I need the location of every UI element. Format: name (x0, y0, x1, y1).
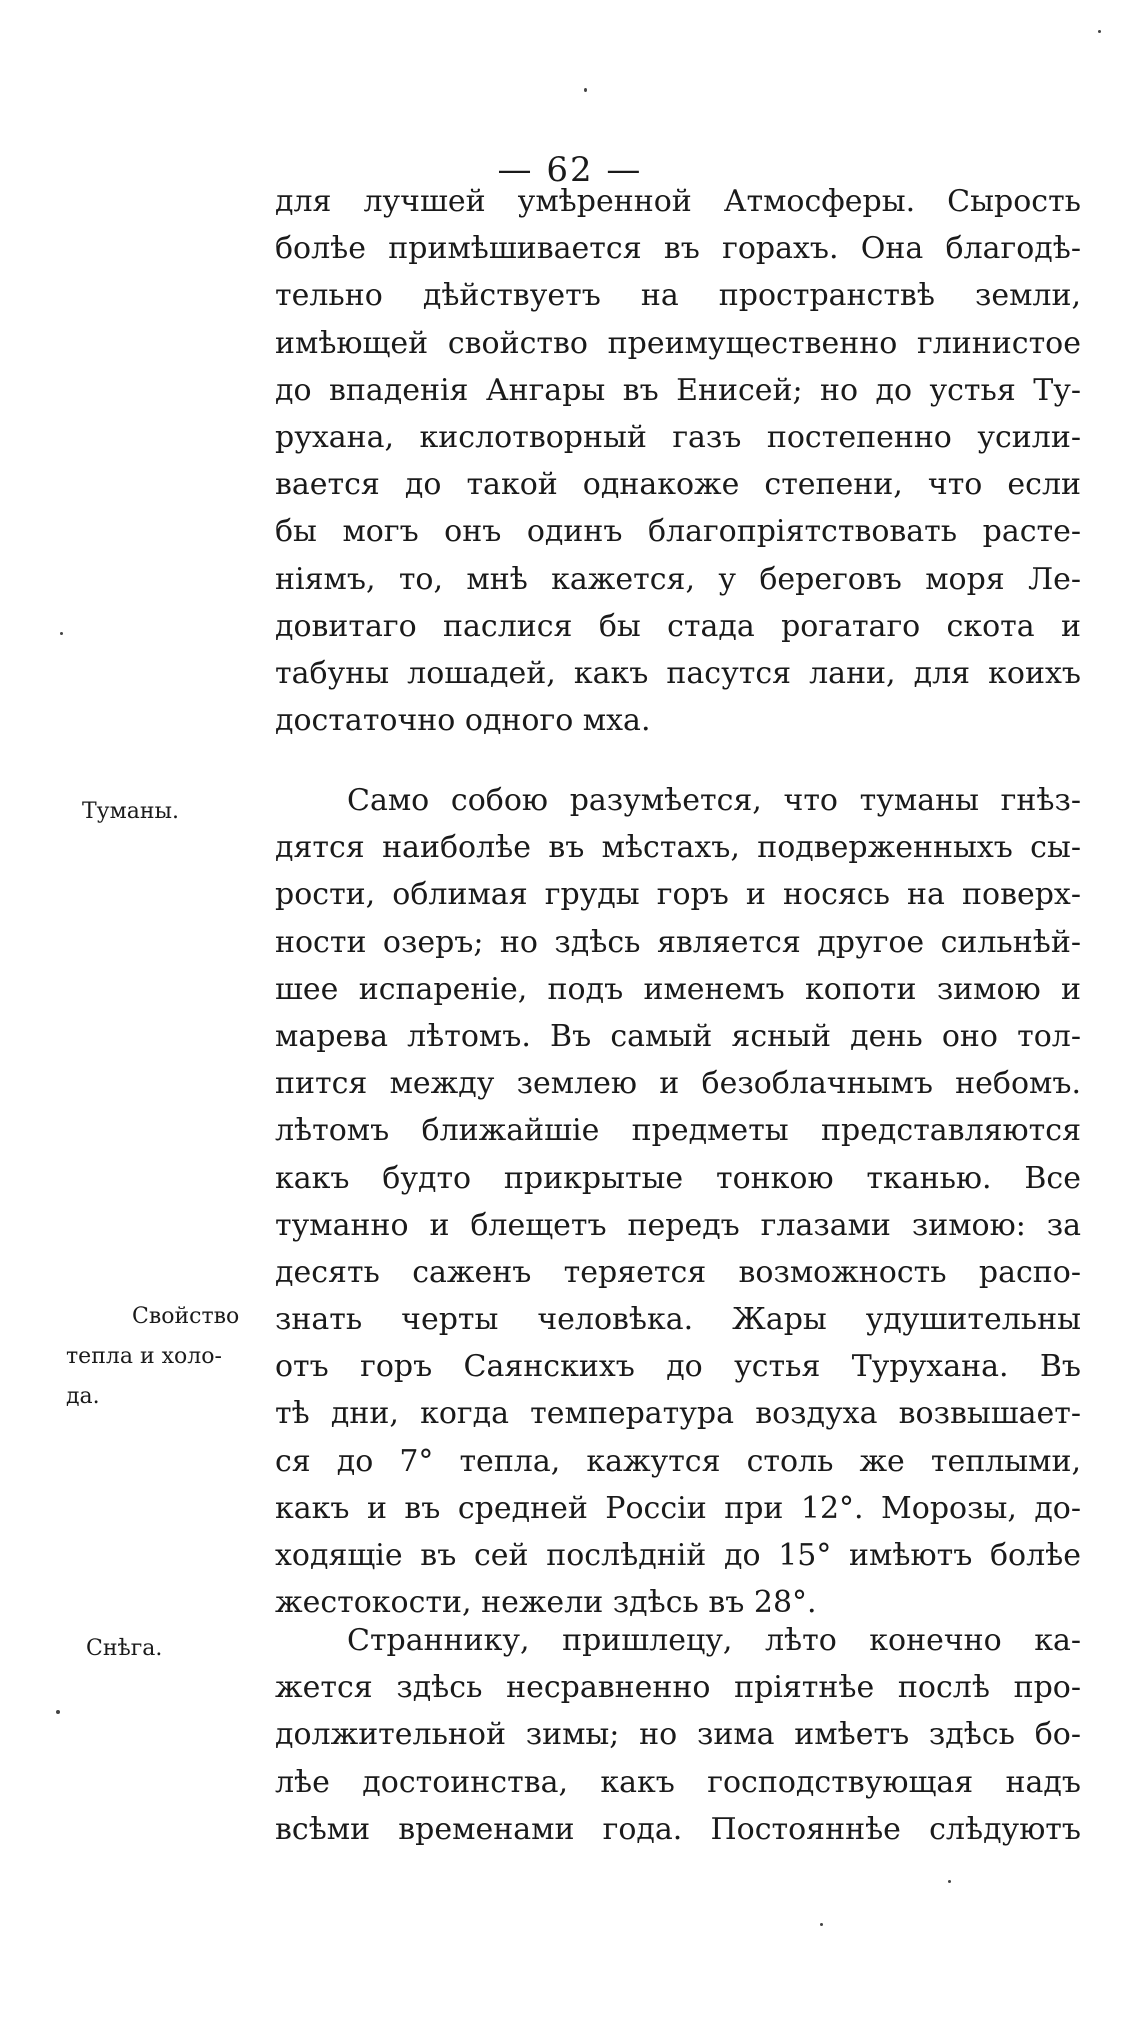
text-line: ходящіе въ сей послѣдній до 15° имѣютъ болѣе (275, 1538, 1081, 1573)
text-line: должительной зимы; но зима имѣетъ здѣсь бо- (275, 1717, 1081, 1753)
scan-speck (584, 88, 587, 92)
text-line: до впаденія Ангары въ Енисей; но до устья Ту- (275, 372, 1081, 408)
paragraph-3 (275, 1617, 1081, 1853)
paragraph-1 (275, 178, 1081, 744)
margin-note-fog (82, 792, 179, 832)
margin-note-snow (86, 1629, 162, 1669)
text-line: отъ горъ Саянскихъ до устья Турухана. Въ (275, 1349, 1081, 1385)
text-line: имѣющей свойство преимущественно глинистое (275, 325, 1081, 361)
text-line: рухана, кислотворный газъ постепенно усили- (275, 419, 1081, 455)
margin-note-heat-cold (66, 1297, 239, 1417)
scan-speck (1098, 30, 1101, 33)
text-line: тѣ дни, когда температура воздуха возвышает- (275, 1396, 1081, 1432)
text-line: шее испареніе, подъ именемъ копоти зимою и (275, 971, 1081, 1007)
margin-note-line: да. (66, 1384, 100, 1409)
scan-speck (56, 1710, 60, 1714)
margin-note-line: Туманы. (82, 799, 180, 824)
text-line: ности озеръ; но здѣсь является другое сильнѣй- (275, 924, 1081, 960)
margin-note-line: Свойство (132, 1304, 240, 1329)
margin-note-line: Снѣга. (86, 1636, 163, 1661)
text-line: тельно дѣйствуетъ на пространствѣ земли, (275, 278, 1081, 314)
text-line: достаточно одного мха. (275, 703, 651, 739)
text-line: марева лѣтомъ. Въ самый ясный день оно тол- (275, 1018, 1081, 1054)
text-line: жется здѣсь несравненно пріятнѣе послѣ про- (275, 1670, 1081, 1706)
text-line: жестокости, нежели здѣсь въ 28°. (275, 1585, 817, 1621)
text-line: Само собою разумѣется, что туманы гнѣз- (347, 783, 1081, 818)
text-line: какъ и въ средней Россіи при 12°. Морозы, до- (275, 1490, 1081, 1526)
text-line: лѣе достоинства, какъ господствующая надъ (275, 1764, 1081, 1800)
scan-speck (820, 1923, 823, 1926)
text-line: какъ будто прикрытые тонкою тканью. Все (275, 1160, 1081, 1196)
text-line: дятся наиболѣе въ мѣстахъ, подверженныхъ сы- (275, 830, 1081, 866)
scan-speck (948, 1880, 951, 1883)
text-line: довитаго паслися бы стада рогатаго скота и (275, 608, 1081, 644)
text-line: десять саженъ теряется возможность распо- (275, 1254, 1081, 1290)
text-line: для лучшей умѣренной Атмосферы. Сырость (275, 184, 1081, 219)
scan-speck (60, 632, 63, 635)
paragraph-2 (275, 777, 1081, 1626)
text-line: пится между землею и безоблачнымъ небомъ. (275, 1066, 1081, 1102)
text-line: ся до 7° тепла, кажутся столь же теплыми, (275, 1443, 1081, 1479)
text-line: всѣми временами года. Постояннѣе слѣдуютъ (275, 1811, 1081, 1847)
text-line: табуны лошадей, какъ пасутся лани, для коихъ (275, 655, 1081, 691)
text-line: знать черты человѣка. Жары удушительны (275, 1302, 1081, 1338)
margin-note-line: тепла и холо- (66, 1344, 222, 1369)
text-line: ніямъ, то, мнѣ кажется, у береговъ моря Ле- (275, 561, 1081, 597)
text-line: рости, облимая груды горъ и носясь на поверх- (275, 877, 1081, 913)
text-line: болѣе примѣшивается въ горахъ. Она благодѣ- (275, 231, 1081, 267)
text-line: бы могъ онъ одинъ благопріятствовать расте- (275, 514, 1081, 550)
text-line: вается до такой однакоже степени, что если (275, 467, 1081, 503)
text-line: лѣтомъ ближайшіе предметы представляются (275, 1113, 1081, 1149)
text-line: туманно и блещетъ передъ глазами зимою: за (275, 1207, 1081, 1243)
page-number: — 62 — (497, 150, 643, 190)
text-line: Страннику, пришлецу, лѣто конечно ка- (347, 1623, 1081, 1658)
